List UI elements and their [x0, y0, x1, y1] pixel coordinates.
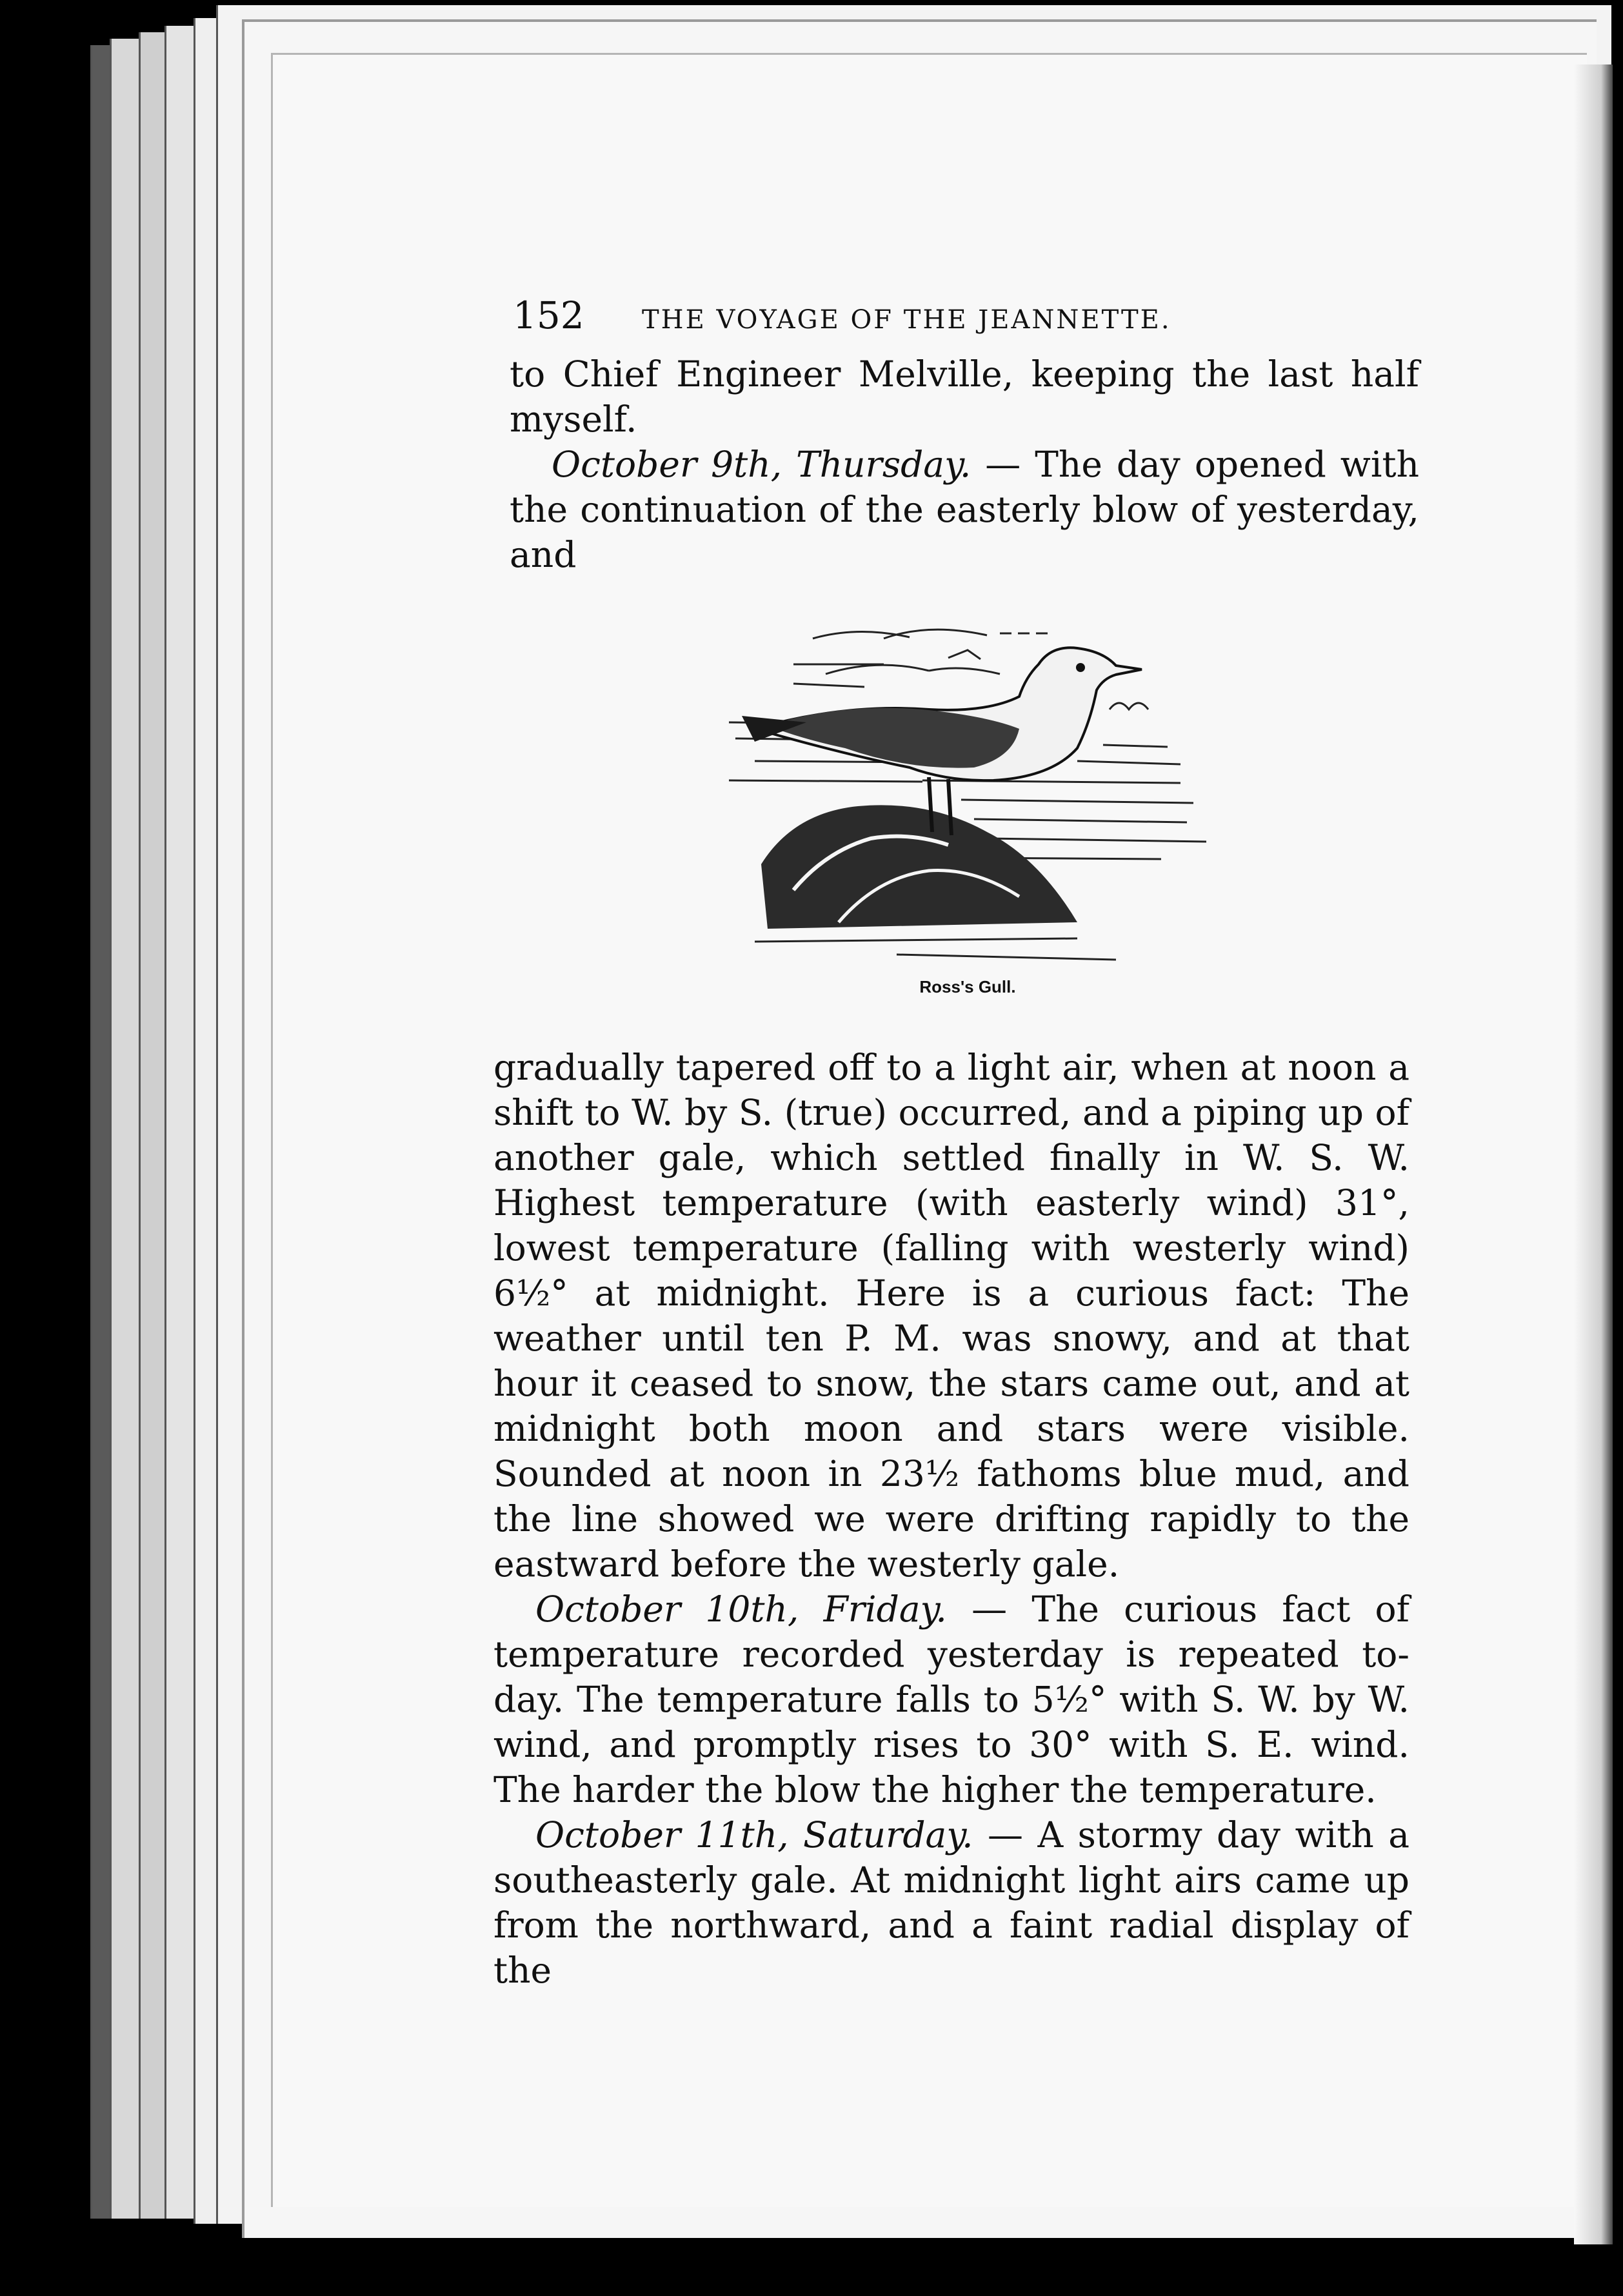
continuation-paragraph: to Chief Engineer Melville, keeping the last half myself.: [510, 353, 1419, 440]
entry-dash: —: [971, 444, 1035, 485]
rock: [761, 805, 1077, 929]
entry-dash: —: [973, 1814, 1038, 1856]
gull-eye: [1076, 663, 1085, 672]
running-head: [513, 293, 1255, 337]
sky-lines: [793, 629, 1051, 687]
entry-date: October 9th, Thursday.: [552, 444, 971, 485]
entry-october-9: [510, 442, 1419, 577]
distant-gull: [1110, 703, 1148, 709]
entry-date: October 10th, Friday.: [535, 1588, 947, 1630]
gull-illustration: [716, 619, 1206, 980]
entry-dash: —: [946, 1588, 1032, 1630]
entry-text: A stormy day with a southeasterly gale. At midnight light airs came up from the northward, and a faint radial display of the: [493, 1814, 1409, 1991]
entry-text: The day opened with the continuation of the easterly blow of yesterday, and: [510, 444, 1419, 575]
top-text: [510, 351, 1419, 577]
entry-date: October 11th, Saturday.: [535, 1814, 973, 1856]
entry-october-10: [493, 1587, 1409, 1812]
figure-caption: Ross's Gull.: [919, 977, 1016, 996]
running-title: THE VOYAGE OF THE JEANNETTE.: [642, 305, 1171, 335]
continued-paragraph: gradually tapered off to a light air, when at noon a shift to W. by S. (true) occurred, and a piping up of another gale, which settled finally in W. S. W. Highest temperature (with easterly wind) 31°, lowest temperature (falling with westerly wind) 6½° at midnight. Here is a curious fact: The weather until ten P. M. was snowy, and at that hour it ceased to snow, the stars came out, and at midnight both moon and stars were visible. Sounded at noon in 23½ fathoms blue mud, and the line showed we were drifting rapidly to the eastward before the westerly gale.: [493, 1047, 1409, 1585]
page-number: 152: [513, 293, 584, 337]
main-text: [493, 1045, 1409, 1993]
gutter-shadow: [1574, 64, 1613, 2244]
entry-october-11: [493, 1812, 1409, 1993]
entry-text: The curious fact of temperature recorded yesterday is repeated to-day. The temperature falls to 5½° with S. W. by W. wind, and promptly rises to 30° with S. E. wind. The harder the blow the higher the temperature.: [493, 1588, 1410, 1810]
